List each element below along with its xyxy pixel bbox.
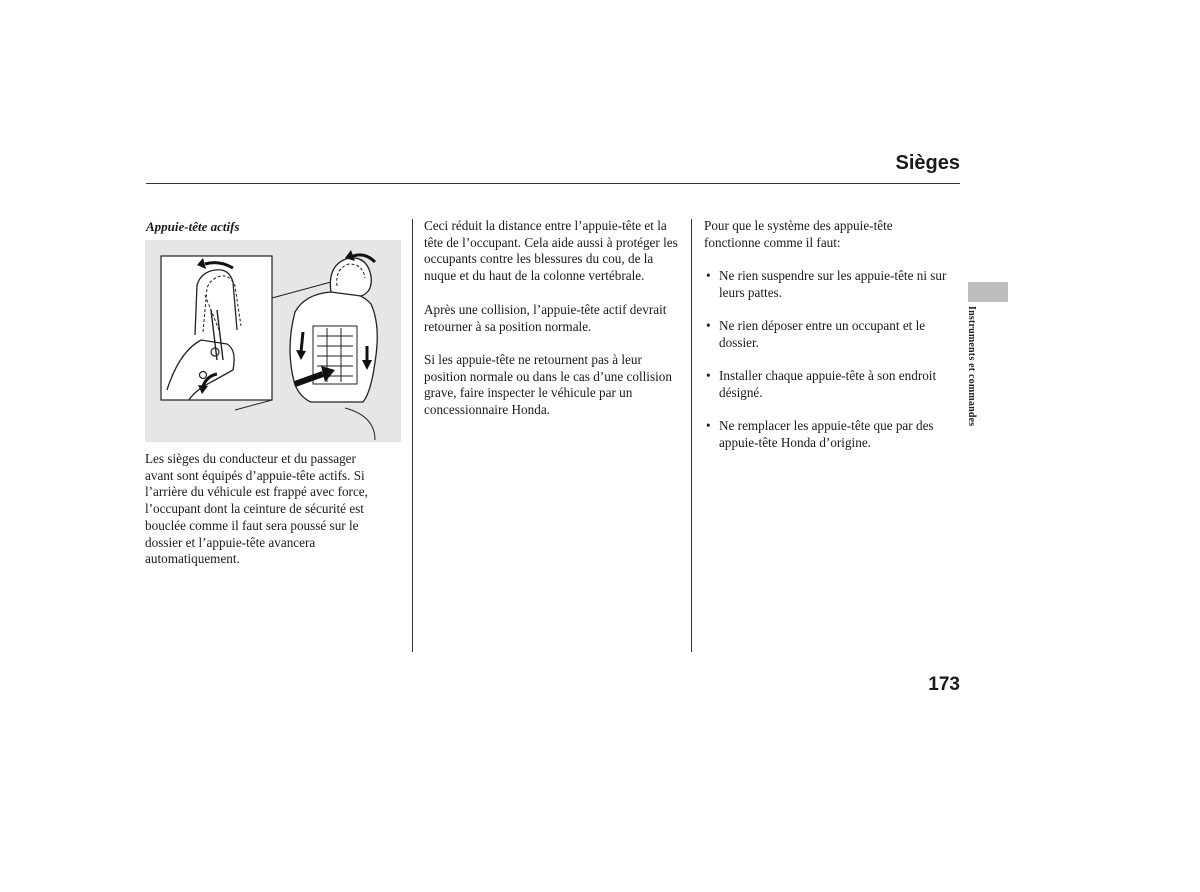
col2-paragraph-3: Si les appuie-tête ne retournent pas à leur position normale ou dans le cas d’une collision grave, faire inspecter le véhicule par un concessionnaire Honda.: [424, 352, 672, 418]
headrest-diagram: [145, 240, 401, 442]
column-divider-1: [412, 219, 413, 652]
col2-paragraph-1: Ceci réduit la distance entre l’appuie-tête et la tête de l’occupant. Cela aide aussi à protéger les occupants contre les blessures du cou, de la nuque et du haut de la colonne vertébrale.: [424, 218, 678, 284]
title-rule: [146, 183, 960, 184]
col2-paragraph-2: Après une collision, l’appuie-tête actif devrait retourner à sa position normale.: [424, 302, 667, 334]
page-title: Sièges: [895, 152, 960, 174]
col3-intro: Pour que le système des appuie-tête fonctionne comme il faut:: [704, 218, 893, 250]
bullet-icon: •: [706, 318, 711, 334]
list-item: • Ne remplacer les appuie-tête que par des appuie-tête Honda d’origine.: [706, 418, 934, 450]
bullet-icon: •: [706, 368, 711, 384]
active-headrest-illustration: [145, 240, 401, 442]
list-item: • Ne rien déposer entre un occupant et le dossier.: [706, 318, 926, 350]
detail-inset-box: [161, 256, 272, 400]
section-side-label: Instruments et commandes: [966, 306, 977, 427]
column-divider-2: [691, 219, 692, 652]
page-number: 173: [928, 674, 960, 695]
list-item: • Installer chaque appuie-tête à son endroit désigné.: [706, 368, 937, 400]
list-item: • Ne rien suspendre sur les appuie-tête ni sur leurs pattes.: [706, 268, 947, 300]
bullet-icon: •: [706, 418, 711, 434]
section-tab-marker: [968, 282, 1008, 302]
precautions-list: [704, 268, 954, 468]
bullet-icon: •: [706, 268, 711, 283]
col1-paragraph: Les sièges du conducteur et du passager avant sont équipés d’appuie-tête actifs. Si l’arrière du véhicule est frappé avec force, l’occupant dont la ceinture de sécurité est bouclée comme il faut sera poussé sur le dossier et l’appuie-tête avancera automatiquement.: [145, 451, 368, 567]
section-heading: Appuie-tête actifs: [146, 219, 240, 234]
